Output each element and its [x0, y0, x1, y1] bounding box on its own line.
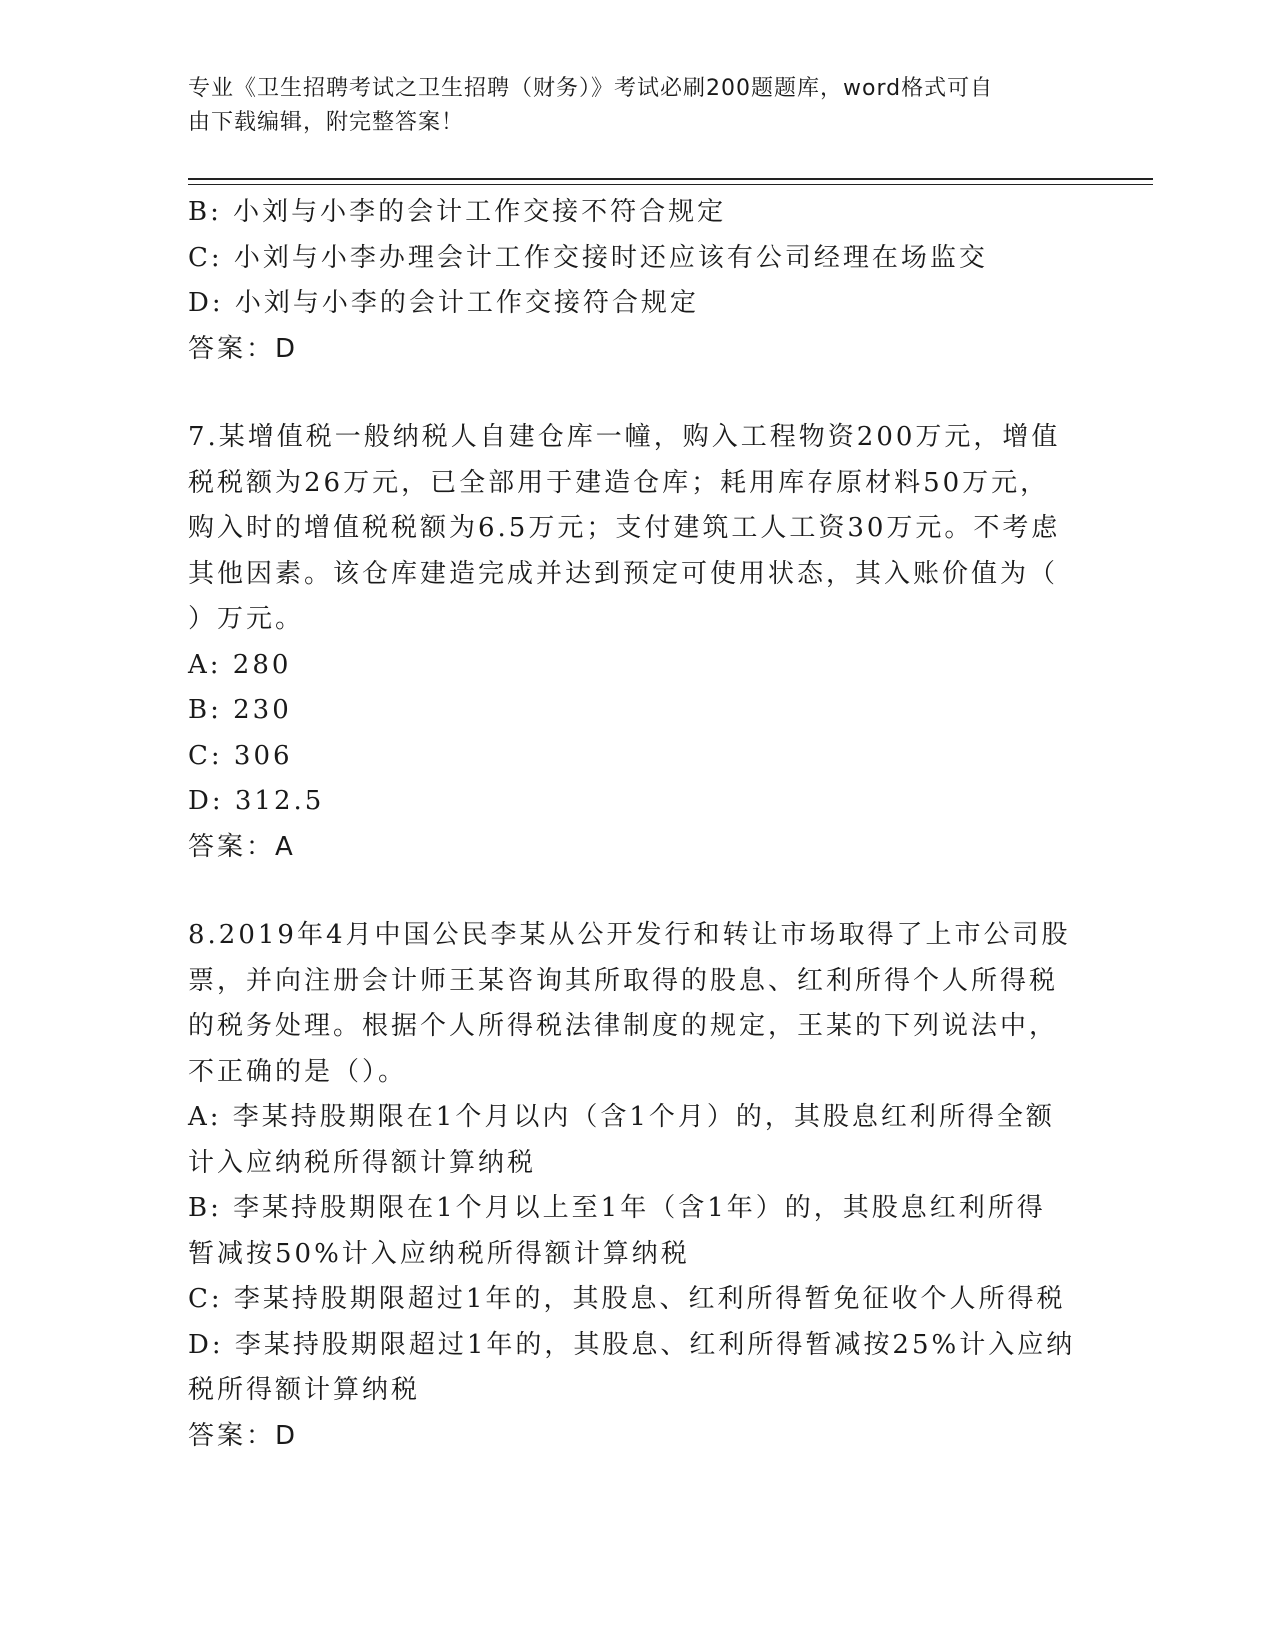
option-b: B: 李某持股期限在1个月以上至1年（含1年）的，其股息红利所得 — [188, 1193, 1046, 1223]
question-stem-line: ）万元。 — [188, 604, 305, 634]
document-body — [188, 190, 1076, 1459]
question-stem-line: 7.某增值税一般纳税人自建仓库一幢，购入工程物资200万元，增值 — [188, 422, 1061, 452]
option-d: D: 李某持股期限超过1年的，其股息、红利所得暂减按25%计入应纳 — [188, 1329, 1076, 1360]
option-c: C: 李某持股期限超过1年的，其股息、红利所得暂免征收个人所得税 — [188, 1284, 1066, 1314]
question-stem-line: 8.2019年4月中国公民李某从公开发行和转让市场取得了上市公司股 — [188, 920, 1071, 950]
option-a-continued: 计入应纳税所得额计算纳税 — [188, 1147, 537, 1178]
question-8 — [188, 913, 1076, 1459]
question-stem-line: 税税额为26万元，已全部用于建造仓库；耗用库存原材料50万元， — [188, 467, 1050, 498]
option-a: A: 280 — [188, 649, 292, 680]
option-d: D: 312.5 — [188, 786, 325, 816]
question-stem-line: 票，并向注册会计师王某咨询其所取得的股息、红利所得个人所得税 — [188, 965, 1059, 996]
option-d-continued: 税所得额计算纳税 — [188, 1375, 421, 1405]
document-header — [188, 72, 1068, 140]
question-stem-line: 购入时的增值税税额为6.5万元；支付建筑工人工资30万元。不考虑 — [188, 513, 1061, 543]
spacer — [188, 372, 1068, 415]
option-b-continued: 暂减按50%计入应纳税所得额计算纳税 — [188, 1238, 690, 1269]
option-b: B: 小刘与小李的会计工作交接不符合规定 — [188, 197, 727, 227]
question-7 — [188, 415, 1068, 870]
question-stem-line: 不正确的是（）。 — [188, 1056, 408, 1087]
header-title-line-2: 由下载编辑，附完整答案！ — [188, 110, 465, 135]
answer-label: 答案：D — [188, 1420, 299, 1451]
question-stem-line: 其他因素。该仓库建造完成并达到预定可使用状态，其入账价值为（ — [188, 558, 1059, 589]
option-d: D: 小刘与小李的会计工作交接符合规定 — [188, 288, 699, 318]
question-stem-line: 的税务处理。根据个人所得税法律制度的规定，王某的下列说法中， — [188, 1011, 1059, 1041]
option-c: C: 小刘与小李办理会计工作交接时还应该有公司经理在场监交 — [188, 242, 988, 273]
header-title-line-1: 专业《卫生招聘考试之卫生招聘（财务）》考试必刷200题题库，word格式可自 — [188, 76, 994, 101]
question-6 — [188, 190, 1068, 372]
header-divider — [188, 178, 1153, 180]
option-c: C: 306 — [188, 740, 293, 771]
option-a: A: 李某持股期限在1个月以内（含1个月）的，其股息红利所得全额 — [188, 1102, 1055, 1132]
option-b: B: 230 — [188, 695, 292, 725]
answer-label: 答案：D — [188, 333, 299, 364]
spacer — [188, 870, 1068, 913]
header-divider-thin — [188, 184, 1153, 185]
answer-label: 答案：A — [188, 831, 296, 862]
